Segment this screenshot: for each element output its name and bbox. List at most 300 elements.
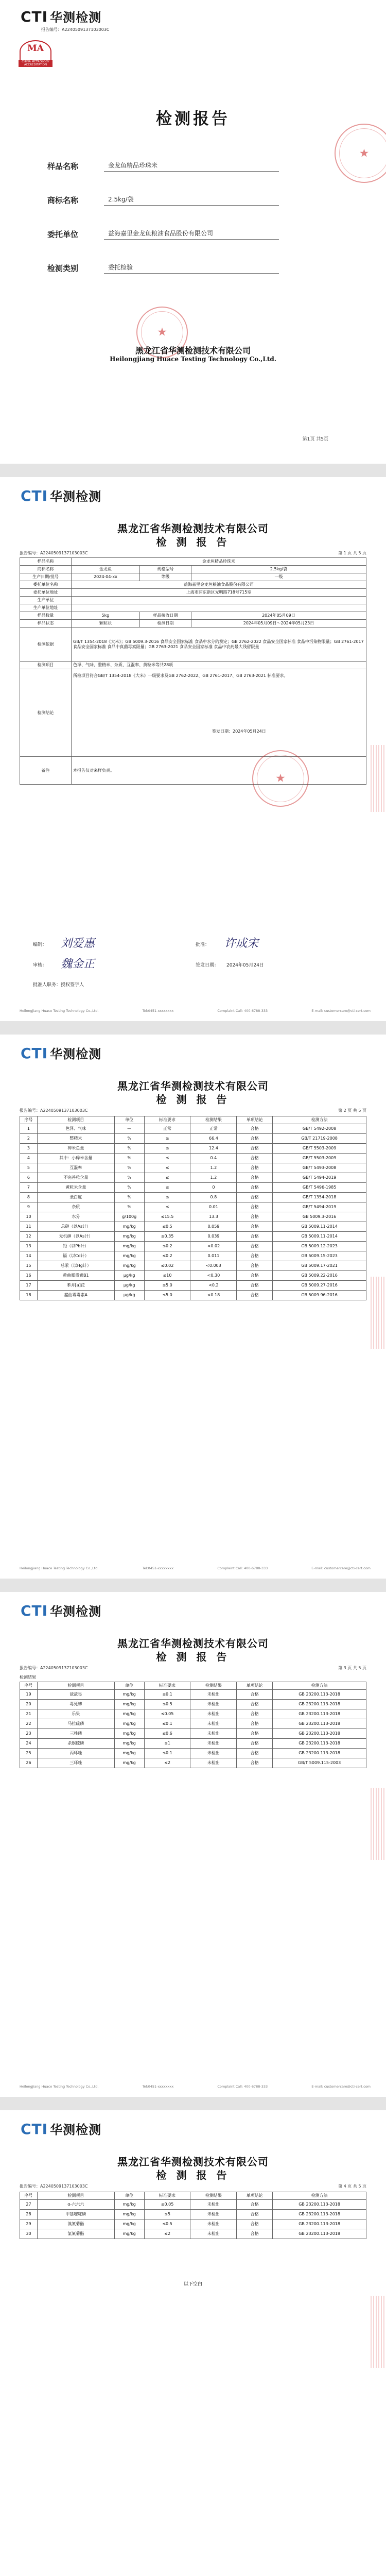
table-cell: 5 xyxy=(20,1163,38,1173)
table-cell: 16 xyxy=(20,1271,38,1281)
table-row xyxy=(20,1700,366,1709)
table-cell: ≤10 xyxy=(144,1271,190,1281)
column-header: 单位 xyxy=(114,1682,144,1690)
table-row xyxy=(20,1719,366,1729)
table-cell: GB 5009.11-2014 xyxy=(273,1232,366,1242)
page-footer: Heilongjiang Huace Testing Technology Co.,Ltd. Tel:0451-xxxxxxxx Complaint Call: 400-6788-333 E-mail: customercare@cti-cert.com xyxy=(20,1009,371,1013)
table-cell: 1.2 xyxy=(190,1163,237,1173)
table-cell: ≤2 xyxy=(144,2229,190,2239)
table-cell: ≤0.05 xyxy=(144,2200,190,2210)
table-cell: 28 xyxy=(20,2210,38,2219)
table-cell: GB/T 21719-2008 xyxy=(273,1134,366,1144)
table-cell: 0.039 xyxy=(190,1232,237,1242)
table-cell: 1.2 xyxy=(190,1173,237,1183)
table-cell: 其中：小碎米含量 xyxy=(37,1154,114,1163)
table-cell: GB 23200.113-2018 xyxy=(273,1729,366,1739)
table-row: 样品名称 金龙鱼精品珍珠米 xyxy=(20,558,366,566)
results-table xyxy=(20,1116,366,1300)
table-cell: 水分 xyxy=(37,1212,114,1222)
table-cell: 溴氰菊酯 xyxy=(37,2219,114,2229)
table-cell: ≤ xyxy=(144,1163,190,1173)
table-cell: 27 xyxy=(20,2200,38,2210)
table-cell: 乐果 xyxy=(37,1709,114,1719)
table-cell: 合格 xyxy=(237,1242,273,1251)
sign-approver-role: 批准： xyxy=(196,942,210,947)
table-cell: 24 xyxy=(20,1739,38,1749)
table-cell: 色泽、气味 xyxy=(37,1124,114,1134)
table-cell: 合格 xyxy=(237,1749,273,1758)
table-row xyxy=(20,1291,366,1300)
table-cell: 13 xyxy=(20,1242,38,1251)
table-cell: 合格 xyxy=(237,1134,273,1144)
column-header: 序号 xyxy=(20,1116,38,1124)
table-cell: 正常 xyxy=(144,1124,190,1134)
table-cell: 10 xyxy=(20,1212,38,1222)
table-cell: 三环唑 xyxy=(37,1758,114,1768)
table-cell: 21 xyxy=(20,1709,38,1719)
table-header-row xyxy=(20,2192,366,2200)
results-table xyxy=(20,1682,366,1768)
table-cell: 铅（以Pb计） xyxy=(37,1242,114,1251)
table-cell: 18 xyxy=(20,1291,38,1300)
table-cell: — xyxy=(114,1124,144,1134)
table-cell: GB 5009.11-2014 xyxy=(273,1222,366,1232)
table-cell: 0.059 xyxy=(190,1222,237,1232)
table-cell: 合格 xyxy=(237,1183,273,1193)
table-cell: 合格 xyxy=(237,1212,273,1222)
table-cell: 14 xyxy=(20,1251,38,1261)
table-cell: GB 23200.113-2018 xyxy=(273,1700,366,1709)
table-cell: mg/kg xyxy=(114,1251,144,1261)
table-cell: 13.3 xyxy=(190,1212,237,1222)
table-row xyxy=(20,1690,366,1700)
report-number: 报告编号：A2240509137103003C xyxy=(41,27,110,32)
table-cell: ≤ xyxy=(144,1183,190,1193)
table-cell: 合格 xyxy=(237,1232,273,1242)
table-cell: 未检出 xyxy=(190,1729,237,1739)
table-cell: 0.01 xyxy=(190,1202,237,1212)
table-cell: 合格 xyxy=(237,1124,273,1134)
table-cell: % xyxy=(114,1183,144,1193)
table-cell: <0.18 xyxy=(190,1291,237,1300)
table-cell: GB 23200.113-2018 xyxy=(273,1709,366,1719)
approver-title: 批准人职务：授权签字人 xyxy=(33,982,84,988)
table-cell: 无机砷（以As计） xyxy=(37,1232,114,1242)
table-header-row xyxy=(20,1682,366,1690)
table-cell: mg/kg xyxy=(114,1222,144,1232)
signature-approver: 许成宋 xyxy=(224,937,259,950)
page-number: 第 2 页 共 5 页 xyxy=(338,1108,366,1113)
page-footer: Heilongjiang Huace Testing Technology Co.,Ltd. Tel:0451-xxxxxxxx Complaint Call: 400-6788-333 E-mail: customercare@cti-cert.com xyxy=(20,2084,371,2089)
table-row xyxy=(20,1281,366,1291)
table-row xyxy=(20,1242,366,1251)
table-cell: GB/T 5493-2008 xyxy=(273,1163,366,1173)
table-cell: % xyxy=(114,1144,144,1154)
table-row xyxy=(20,1193,366,1202)
column-header: 单项结论 xyxy=(237,2192,273,2200)
cover-field-brand: 商标名称 2.5kg/袋 xyxy=(47,195,279,206)
table-cell: 不完善粒含量 xyxy=(37,1173,114,1183)
sign-date: 2024年05月24日 xyxy=(226,963,264,968)
table-cell: ≤ xyxy=(144,1154,190,1163)
report-number: 报告编号：A2240509137103003C xyxy=(20,2184,88,2189)
column-header: 序号 xyxy=(20,2192,38,2200)
table-row xyxy=(20,2200,366,2210)
table-cell: 合格 xyxy=(237,1222,273,1232)
table-row xyxy=(20,1709,366,1719)
table-cell: 17 xyxy=(20,1281,38,1291)
table-cell: 合格 xyxy=(237,1281,273,1291)
report-number: 报告编号：A2240509137103003C xyxy=(20,1666,88,1670)
table-cell: GB 23200.113-2018 xyxy=(273,2200,366,2210)
table-cell: GB 5009.15-2023 xyxy=(273,1251,366,1261)
table-cell: 镉（以Cd计） xyxy=(37,1251,114,1261)
table-cell: GB 23200.113-2018 xyxy=(273,1749,366,1758)
table-cell: 未检出 xyxy=(190,1709,237,1719)
table-cell: 0.8 xyxy=(190,1193,237,1202)
table-cell: GB/T 5496-1985 xyxy=(273,1183,366,1193)
table-cell: ≤ xyxy=(144,1173,190,1183)
table-cell: ≤5.0 xyxy=(144,1281,190,1291)
column-header: 标准要求 xyxy=(144,1682,190,1690)
table-cell: 4 xyxy=(20,1154,38,1163)
table-cell: ≤ xyxy=(144,1193,190,1202)
column-header: 单项结论 xyxy=(237,1116,273,1124)
report-number: 报告编号：A2240509137103003C xyxy=(20,551,88,555)
official-seal-icon: ★ xyxy=(252,750,309,807)
page-title: 检 测 报 告 xyxy=(156,1093,230,1106)
table-row: 备注 本报告仅对来样负责。 xyxy=(20,757,366,785)
table-cell: 未检出 xyxy=(190,2210,237,2219)
table-cell: 合格 xyxy=(237,1163,273,1173)
table-cell: ≤0.5 xyxy=(144,1222,190,1232)
table-row xyxy=(20,1202,366,1212)
cover-field-category: 检测类别 委托检验 xyxy=(47,263,279,274)
table-cell: ≤0.02 xyxy=(144,1261,190,1271)
sign-reviewer-role: 审核： xyxy=(33,963,47,968)
signature-compiler: 刘爱惠 xyxy=(61,937,95,950)
column-header: 标准要求 xyxy=(144,1116,190,1124)
table-cell: 黄曲霉毒素B1 xyxy=(37,1271,114,1281)
table-cell: ≤0.1 xyxy=(144,1749,190,1758)
table-cell: mg/kg xyxy=(114,2210,144,2219)
table-cell: 三唑磷 xyxy=(37,1729,114,1739)
results-page-1 xyxy=(0,1035,386,1579)
table-cell: mg/kg xyxy=(114,1690,144,1700)
brand-logo: CTI 华测检测 xyxy=(21,1045,102,1062)
table-cell: ≤0.6 xyxy=(144,1729,190,1739)
table-row xyxy=(20,1173,366,1183)
table-cell: <0.2 xyxy=(190,1281,237,1291)
table-cell: 合格 xyxy=(237,1291,273,1300)
table-cell: 正常 xyxy=(190,1124,237,1134)
table-cell: % xyxy=(114,1193,144,1202)
table-cell: 合格 xyxy=(237,2200,273,2210)
table-cell: ≤0.1 xyxy=(144,1690,190,1700)
sign-date-label: 签发日期： xyxy=(196,963,219,968)
table-cell: 未检出 xyxy=(190,1739,237,1749)
table-cell: % xyxy=(114,1202,144,1212)
table-cell: 整精米 xyxy=(37,1134,114,1144)
column-header: 检测方法 xyxy=(273,1682,366,1690)
report-number: 报告编号：A2240509137103003C xyxy=(20,1108,88,1113)
table-cell: μg/kg xyxy=(114,1291,144,1300)
table-cell: 30 xyxy=(20,2229,38,2239)
table-cell: 23 xyxy=(20,1729,38,1739)
table-cell: GB 5009.27-2016 xyxy=(273,1281,366,1291)
table-cell: % xyxy=(114,1134,144,1144)
table-cell: 碎米总量 xyxy=(37,1144,114,1154)
table-row xyxy=(20,1251,366,1261)
table-cell: 合格 xyxy=(237,2219,273,2229)
table-row: 样品状态 颗粒状 检测日期 2024年05月09日～2024年05月23日 xyxy=(20,620,366,628)
table-cell: mg/kg xyxy=(114,1709,144,1719)
table-row xyxy=(20,1134,366,1144)
results-table xyxy=(20,2192,366,2239)
page-number: 第 3 页 共 5 页 xyxy=(338,1666,366,1670)
table-cell: 敌敌畏 xyxy=(37,1690,114,1700)
table-cell: 1 xyxy=(20,1124,38,1134)
table-cell: 合格 xyxy=(237,1251,273,1261)
table-cell: GB 23200.113-2018 xyxy=(273,2229,366,2239)
official-seal-icon: ★ xyxy=(136,307,188,358)
table-cell: GB/T 1354-2018 xyxy=(273,1193,366,1202)
table-cell: 未检出 xyxy=(190,1719,237,1729)
table-cell: 丙环唑 xyxy=(37,1749,114,1758)
table-row xyxy=(20,1758,366,1768)
table-row xyxy=(20,1749,366,1758)
table-cell: 合格 xyxy=(237,1144,273,1154)
table-cell: mg/kg xyxy=(114,1739,144,1749)
table-cell: 26 xyxy=(20,1758,38,1768)
table-cell: 杀螟硫磷 xyxy=(37,1739,114,1749)
table-cell: GB/T 5503-2009 xyxy=(273,1154,366,1163)
table-cell: 6 xyxy=(20,1173,38,1183)
table-cell: 未检出 xyxy=(190,1690,237,1700)
table-cell: 毒死蜱 xyxy=(37,1700,114,1709)
column-header: 检测方法 xyxy=(273,2192,366,2200)
table-row: 检测项目 色泽、气味、整精米、杂质、互混率、黄粒米等共28项 xyxy=(20,662,366,669)
table-cell: 合格 xyxy=(237,1271,273,1281)
column-header: 检测结果 xyxy=(190,1116,237,1124)
table-cell: 未检出 xyxy=(190,1700,237,1709)
page-company: 黑龙江省华测检测技术有限公司 xyxy=(117,2156,269,2168)
table-cell: ≤2 xyxy=(144,1758,190,1768)
table-cell: ≤15.5 xyxy=(144,1212,190,1222)
brand-logo: CTI 华测检测 xyxy=(21,2121,102,2138)
table-cell: ≤ xyxy=(144,1144,190,1154)
table-row xyxy=(20,2210,366,2219)
column-header: 单位 xyxy=(114,1116,144,1124)
table-row xyxy=(20,2219,366,2229)
paging-seal-strip xyxy=(371,745,386,812)
table-row xyxy=(20,2229,366,2239)
table-cell: 12 xyxy=(20,1232,38,1242)
table-cell: 互混率 xyxy=(37,1163,114,1173)
column-header: 序号 xyxy=(20,1682,38,1690)
brand-logo: CTI 华测检测 xyxy=(21,8,102,25)
table-cell: GB 23200.113-2018 xyxy=(273,1739,366,1749)
page-gap xyxy=(0,1021,386,1035)
table-row xyxy=(20,1163,366,1173)
table-cell: 9 xyxy=(20,1202,38,1212)
table-row xyxy=(20,1183,366,1193)
table-cell: mg/kg xyxy=(114,1232,144,1242)
results-page-3 xyxy=(0,2110,386,2576)
table-cell: 垩白度 xyxy=(37,1193,114,1202)
table-cell: mg/kg xyxy=(114,1700,144,1709)
table-cell: mg/kg xyxy=(114,1242,144,1251)
page-gap xyxy=(0,464,386,477)
table-cell: 未检出 xyxy=(190,2200,237,2210)
company-name-zh: 黑龙江省华测检测技术有限公司 xyxy=(135,346,251,355)
table-cell: ≤1 xyxy=(144,1739,190,1749)
table-cell: 0.4 xyxy=(190,1154,237,1163)
table-row xyxy=(20,1739,366,1749)
table-cell: ≤ xyxy=(144,1202,190,1212)
column-header: 检测项目 xyxy=(37,2192,114,2200)
table-cell: mg/kg xyxy=(114,1758,144,1768)
table-cell: % xyxy=(114,1173,144,1183)
page-number: 第 4 页 共 5 页 xyxy=(338,2184,366,2189)
page-number: 第 1 页 共 5 页 xyxy=(338,551,366,555)
table-cell: mg/kg xyxy=(114,1719,144,1729)
table-cell: <0.003 xyxy=(190,1261,237,1271)
table-cell: 杂质 xyxy=(37,1202,114,1212)
table-cell: ≤0.5 xyxy=(144,1700,190,1709)
column-header: 检测方法 xyxy=(273,1116,366,1124)
results-page-2 xyxy=(0,1592,386,2097)
table-cell: μg/kg xyxy=(114,1281,144,1291)
table-cell: 合格 xyxy=(237,1261,273,1271)
table-cell: 赭曲霉毒素A xyxy=(37,1291,114,1300)
table-cell: 甲基嘧啶磷 xyxy=(37,2210,114,2219)
table-cell: 3 xyxy=(20,1144,38,1154)
table-cell: 12.4 xyxy=(190,1144,237,1154)
table-row xyxy=(20,1144,366,1154)
table-row: 样品数量 5kg 样品接收日期 2024年05月09日 xyxy=(20,612,366,620)
table-row xyxy=(20,1212,366,1222)
cover-field-client: 委托单位 益海嘉里金龙鱼粮油食品股份有限公司 xyxy=(47,229,279,240)
table-cell: 22 xyxy=(20,1719,38,1729)
table-cell: mg/kg xyxy=(114,1749,144,1758)
table-row xyxy=(20,1232,366,1242)
table-cell: 11 xyxy=(20,1222,38,1232)
table-cell: mg/kg xyxy=(114,2219,144,2229)
end-of-results: 以下空白 xyxy=(183,2282,202,2287)
table-cell: GB/T 5494-2019 xyxy=(273,1202,366,1212)
table-cell: mg/kg xyxy=(114,2229,144,2239)
column-header: 标准要求 xyxy=(144,2192,190,2200)
table-cell: GB 5009.12-2023 xyxy=(273,1242,366,1251)
column-header: 检测结果 xyxy=(190,1682,237,1690)
table-cell: 15 xyxy=(20,1261,38,1271)
table-cell: GB 23200.113-2018 xyxy=(273,1719,366,1729)
table-cell: μg/kg xyxy=(114,1271,144,1281)
table-cell: GB/T 5503-2009 xyxy=(273,1144,366,1154)
page-title: 检 测 报 告 xyxy=(156,1651,230,1663)
page-footer: Heilongjiang Huace Testing Technology Co.,Ltd. Tel:0451-xxxxxxxx Complaint Call: 400-6788-333 E-mail: customercare@cti-cert.com xyxy=(20,1566,371,1570)
table-cell: mg/kg xyxy=(114,1729,144,1739)
table-cell: 合格 xyxy=(237,1193,273,1202)
table-cell: 20 xyxy=(20,1700,38,1709)
table-cell: <0.02 xyxy=(190,1242,237,1251)
table-cell: GB 5009.3-2016 xyxy=(273,1212,366,1222)
column-header: 检测结果 xyxy=(190,2192,237,2200)
table-cell: GB 23200.113-2018 xyxy=(273,2219,366,2229)
table-row xyxy=(20,1222,366,1232)
brand-logo: CTI 华测检测 xyxy=(21,1602,102,1619)
table-cell: 合格 xyxy=(237,1758,273,1768)
table-cell: 合格 xyxy=(237,1700,273,1709)
page-gap xyxy=(0,2097,386,2110)
table-cell: 合格 xyxy=(237,2229,273,2239)
column-header: 单项结论 xyxy=(237,1682,273,1690)
column-header: 检测项目 xyxy=(37,1682,114,1690)
table-cell: GB/T 5492-2008 xyxy=(273,1124,366,1134)
table-cell: 7 xyxy=(20,1183,38,1193)
table-cell: ≤0.2 xyxy=(144,1251,190,1261)
table-cell: ≤0.35 xyxy=(144,1232,190,1242)
table-cell: mg/kg xyxy=(114,1261,144,1271)
table-row xyxy=(20,1261,366,1271)
brand-logo: CTI 华测检测 xyxy=(21,487,102,504)
table-cell: 未检出 xyxy=(190,1758,237,1768)
table-cell: 66.4 xyxy=(190,1134,237,1144)
table-row xyxy=(20,1154,366,1163)
table-cell: mg/kg xyxy=(114,2200,144,2210)
table-cell: ≤0.1 xyxy=(144,1719,190,1729)
table-cell: 合格 xyxy=(237,1173,273,1183)
table-cell: % xyxy=(114,1154,144,1163)
page-title: 检 测 报 告 xyxy=(156,536,230,548)
column-header: 检测项目 xyxy=(37,1116,114,1124)
table-row xyxy=(20,1729,366,1739)
table-cell: 未检出 xyxy=(190,2219,237,2229)
table-row xyxy=(20,1271,366,1281)
table-cell: 合格 xyxy=(237,1729,273,1739)
cover-field-sample: 样品名称 金龙鱼精品珍珠米 xyxy=(47,161,279,172)
table-cell: g/100g xyxy=(114,1212,144,1222)
table-cell: 合格 xyxy=(237,2210,273,2219)
table-cell: 合格 xyxy=(237,1202,273,1212)
table-cell: <0.30 xyxy=(190,1271,237,1281)
table-row: 检测依据 GB/T 1354-2018《大米》；GB 5009.3-2016 食品安全国家标准 食品中水分的测定；GB 2762-2022 食品安全国家标准 食品中污染物限量；GB 2761-2017 食品安全国家标准 食品中真菌毒素限量；GB 2763-2021 食品安全国家标准 食品中农药最大残留限量 xyxy=(20,628,366,662)
cover-page xyxy=(0,0,386,464)
table-row: 委托单位地址 上海市浦东新区光明路718号715室 xyxy=(20,589,366,597)
summary-page xyxy=(0,477,386,1021)
table-cell: 未检出 xyxy=(190,1749,237,1758)
signature-reviewer: 魏金正 xyxy=(61,958,95,971)
conclusion-text: 所检项目符合GB/T 1354-2018《大米》一级要求及GB 2762-2022、GB 2761-2017、GB 2763-2021 标准要求。 xyxy=(73,673,288,678)
table-cell: GB 23200.113-2018 xyxy=(273,2210,366,2219)
table-cell: 合格 xyxy=(237,1154,273,1163)
table-header-row xyxy=(20,1116,366,1124)
table-cell: GB/T 5009.115-2003 xyxy=(273,1758,366,1768)
table-row: 委托单位名称 益海嘉里金龙鱼粮油食品股份有限公司 xyxy=(20,581,366,589)
section-label: 检测结果 xyxy=(20,1675,36,1680)
table-cell: α-六六六 xyxy=(37,2200,114,2210)
table-cell: 0.011 xyxy=(190,1251,237,1261)
page-company: 黑龙江省华测检测技术有限公司 xyxy=(117,1637,269,1650)
table-cell: 合格 xyxy=(237,1690,273,1700)
sign-compiler-role: 编制： xyxy=(33,942,47,947)
company-name-en: Heilongjiang Huace Testing Technology Co.,Ltd. xyxy=(110,355,276,363)
table-cell: ≤0.2 xyxy=(144,1242,190,1251)
table-cell: ≥ xyxy=(144,1134,190,1144)
table-cell: 29 xyxy=(20,2219,38,2229)
table-cell: GB 5009.17-2021 xyxy=(273,1261,366,1271)
